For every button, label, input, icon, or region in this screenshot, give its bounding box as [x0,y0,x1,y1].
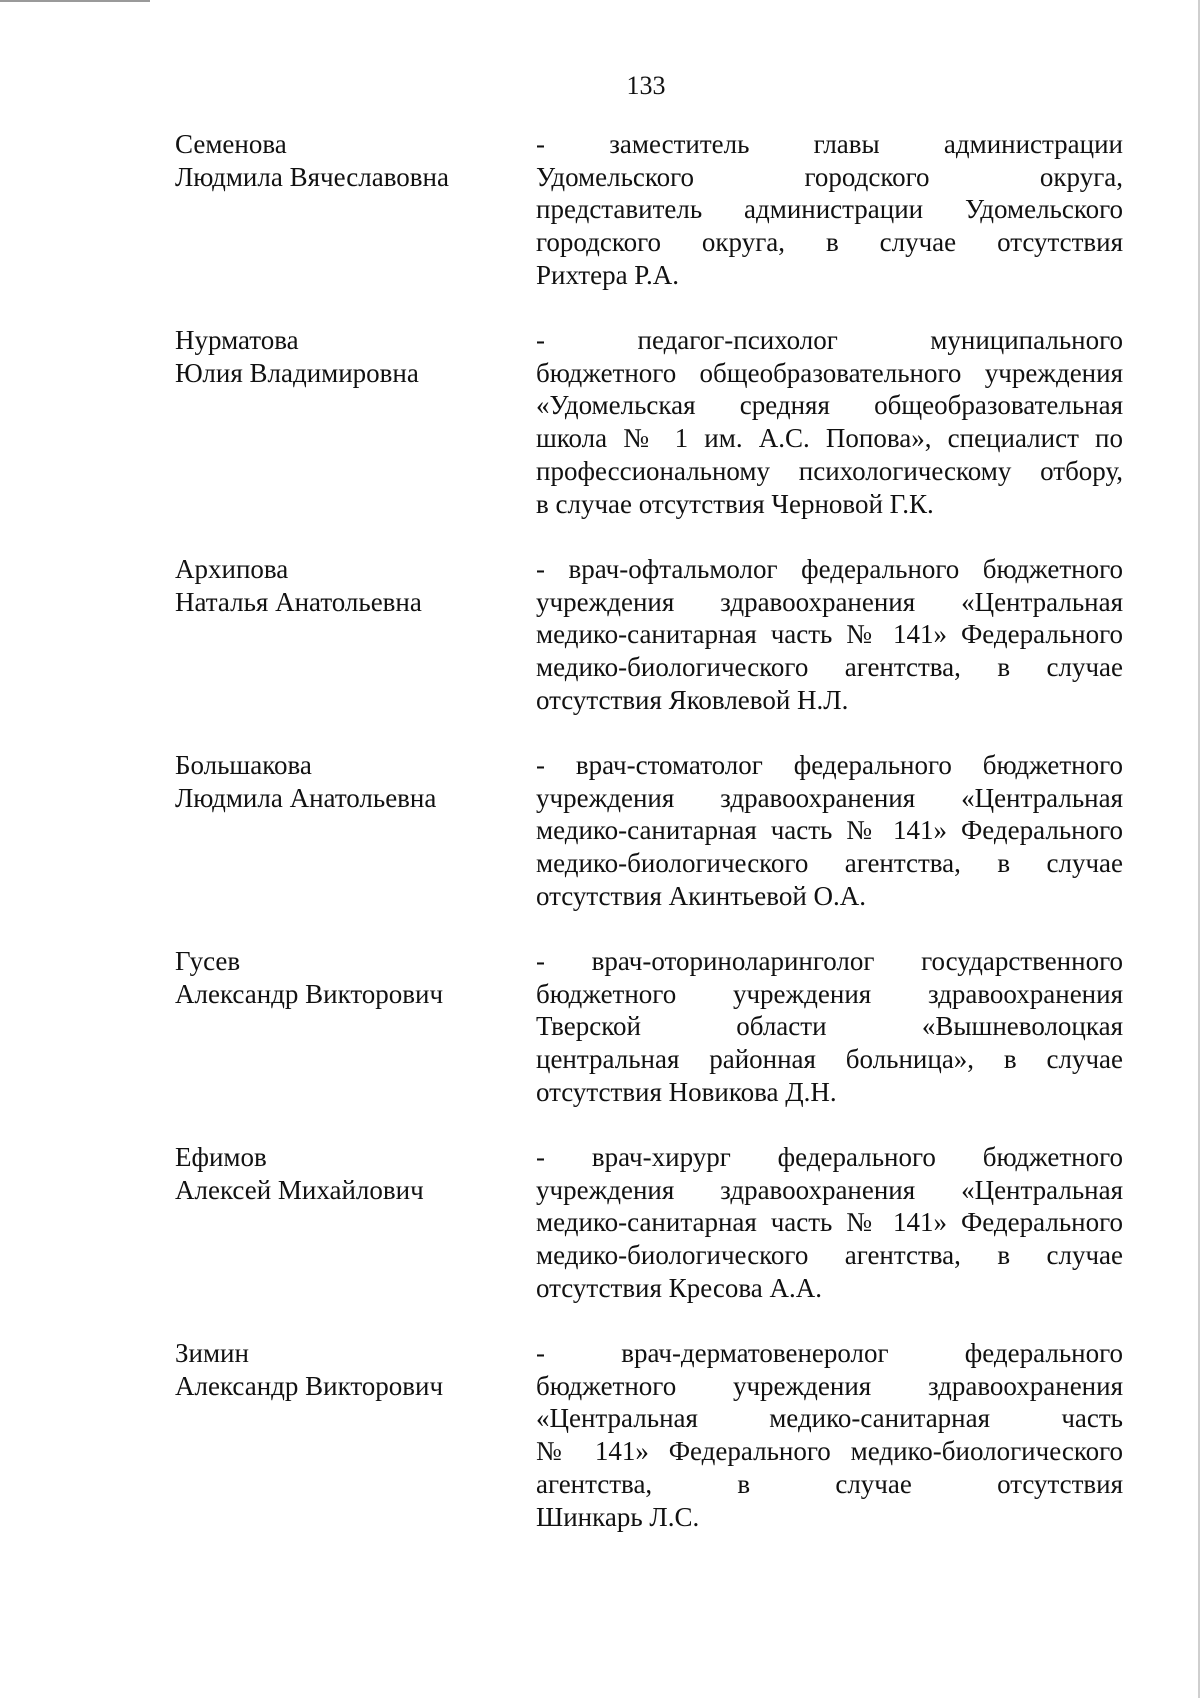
member-name [175,553,515,618]
page-number: 133 [626,71,666,100]
role-line: «Удомельская средняя общеобразовательная [536,390,1123,421]
member-name [175,749,515,814]
role-line: медико-биологического агентства, в случае [536,848,1123,879]
role-line: - врач-дерматовенеролог федерального [536,1338,1123,1368]
member-surname: Нурматова [175,325,299,355]
member-given-name: Александр Викторович [175,978,444,1009]
role-line: учреждения здравоохранения «Центральная [536,1174,1123,1205]
role-line: школа № 1 им. А.С. Попова», специалист по [536,423,1123,454]
role-line: - врач-хирург федерального бюджетного [536,1142,1123,1172]
member-surname: Зимин [175,1338,249,1368]
member-role [536,1337,1123,1533]
member-name [175,1337,515,1402]
member-surname: Большакова [175,750,312,780]
role-line: «Центральная медико-санитарная часть [536,1403,1123,1434]
member-role [536,553,1123,717]
role-line: учреждения здравоохранения «Центральная [536,782,1123,813]
role-line: медико-биологического агентства, в случае [536,1240,1123,1271]
role-line: Шинкарь Л.С. [536,1501,700,1532]
role-line: бюджетного учреждения здравоохранения [536,1370,1123,1401]
role-line: Тверской области «Вышневолоцкая [536,1011,1123,1042]
role-line: центральная районная больница», в случае [536,1044,1123,1075]
role-line: учреждения здравоохранения «Центральная [536,586,1123,617]
member-surname: Гусев [175,946,241,976]
role-line: - заместитель главы администрации [536,129,1123,159]
role-line: бюджетного учреждения здравоохранения [536,978,1123,1009]
role-line: отсутствия Кресова А.А. [536,1272,822,1303]
member-name [175,1141,515,1206]
member-given-name: Юлия Владимировна [175,357,419,388]
member-surname: Семенова [175,129,287,159]
member-role [536,324,1123,520]
role-line: в случае отсутствия Черновой Г.К. [536,488,934,519]
member-name [175,945,515,1010]
role-line: медико-биологического агентства, в случае [536,652,1123,683]
role-line: бюджетного общеобразовательного учреждения [536,357,1123,388]
role-line: отсутствия Новикова Д.Н. [536,1076,837,1107]
member-given-name: Наталья Анатольевна [175,586,422,617]
role-line: - врач-оториноларинголог государственного [536,946,1123,976]
member-name [175,324,515,389]
member-surname: Ефимов [175,1142,267,1172]
member-role [536,945,1123,1109]
role-line: профессиональному психологическому отбору, [536,455,1123,486]
member-role [536,749,1123,913]
role-line: - врач-офтальмолог федерального бюджетного [536,554,1123,584]
member-name [175,128,515,193]
role-line: медико-санитарная часть № 141» Федерального [536,1207,1123,1238]
role-line: Удомельского городского округа, [536,161,1123,192]
role-line: - врач-стоматолог федерального бюджетного [536,750,1123,780]
role-line: агентства, в случае отсутствия [536,1468,1123,1499]
role-line: отсутствия Яковлевой Н.Л. [536,684,849,715]
role-line: медико-санитарная часть № 141» Федерального [536,619,1123,650]
scan-edge-top [0,0,150,2]
member-role [536,1141,1123,1305]
member-role [536,128,1123,292]
member-given-name: Алексей Михайлович [175,1174,424,1205]
role-line: - педагог-психолог муниципального [536,325,1123,355]
role-line: городского округа, в случае отсутствия [536,227,1123,258]
role-line: представитель администрации Удомельского [536,194,1123,225]
role-line: Рихтера Р.А. [536,259,679,290]
member-given-name: Александр Викторович [175,1370,444,1401]
member-given-name: Людмила Анатольевна [175,782,437,813]
role-line: отсутствия Акинтьевой О.А. [536,880,867,911]
role-line: медико-санитарная часть № 141» Федерального [536,815,1123,846]
member-given-name: Людмила Вячеславовна [175,161,449,192]
member-surname: Архипова [175,554,289,584]
role-line: № 141» Федерального медико-биологического [536,1436,1123,1467]
